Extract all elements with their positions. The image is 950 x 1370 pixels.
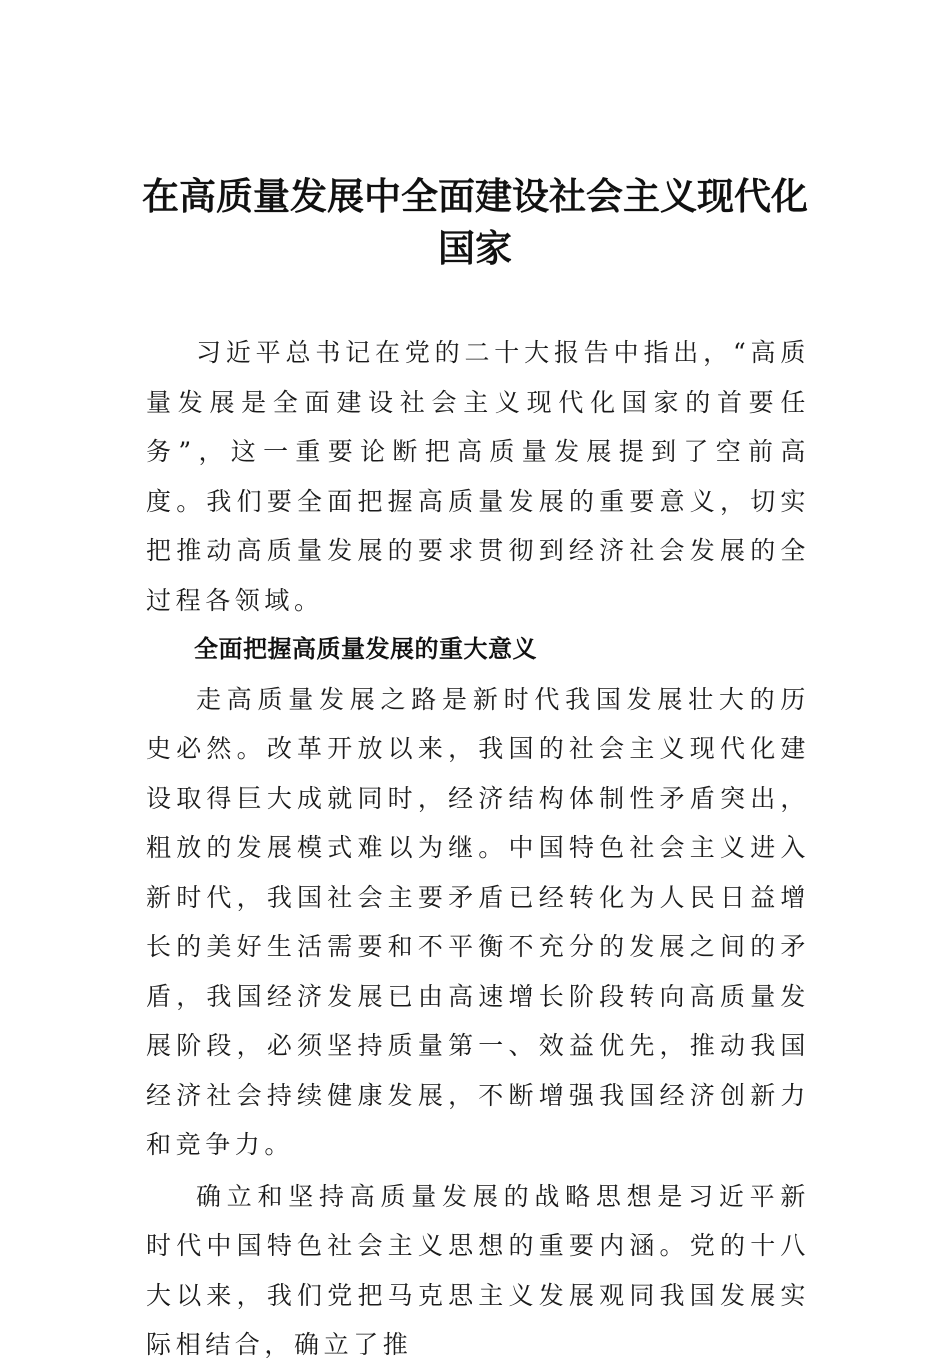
section-paragraph-2: 确立和坚持高质量发展的战略思想是习近平新时代中国特色社会主义思想的重要内涵。党的十八大以来，我们党把马克思主义发展观同我国发展实际相结合，确立了推 <box>146 1181 810 1359</box>
intro-paragraph: 习近平总书记在党的二十大报告中指出，“高质量发展是全面建设社会主义现代化国家的首要任务”，这一重要论断把高质量发展提到了空前高度。我们要全面把握高质量发展的重要意义，切实把推动高质量发展的要求贯彻到经济社会发展的全过程各领域。 <box>146 338 810 615</box>
title-line-1: 在高质量发展中全面建设社会主义现代化 <box>142 174 808 218</box>
document-title <box>140 170 810 274</box>
title-line-2: 国家 <box>438 226 512 270</box>
section-paragraph-1: 走高质量发展之路是新时代我国发展壮大的历史必然。改革开放以来，我国的社会主义现代化建设取得巨大成就同时，经济结构体制性矛盾突出，粗放的发展模式难以为继。中国特色社会主义进入新时代，我国社会主要矛盾已经转化为人民日益增长的美好生活需要和不平衡不充分的发展之间的矛盾，我国经济发展已由高速增长阶段转向高质量发展阶段，必须坚持质量第一、效益优先，推动我国经济社会持续健康发展，不断增强我国经济创新力和竞争力。 <box>146 684 810 1159</box>
document-body <box>146 328 810 1370</box>
section-heading: 全面把握高质量发展的重大意义 <box>194 635 537 663</box>
